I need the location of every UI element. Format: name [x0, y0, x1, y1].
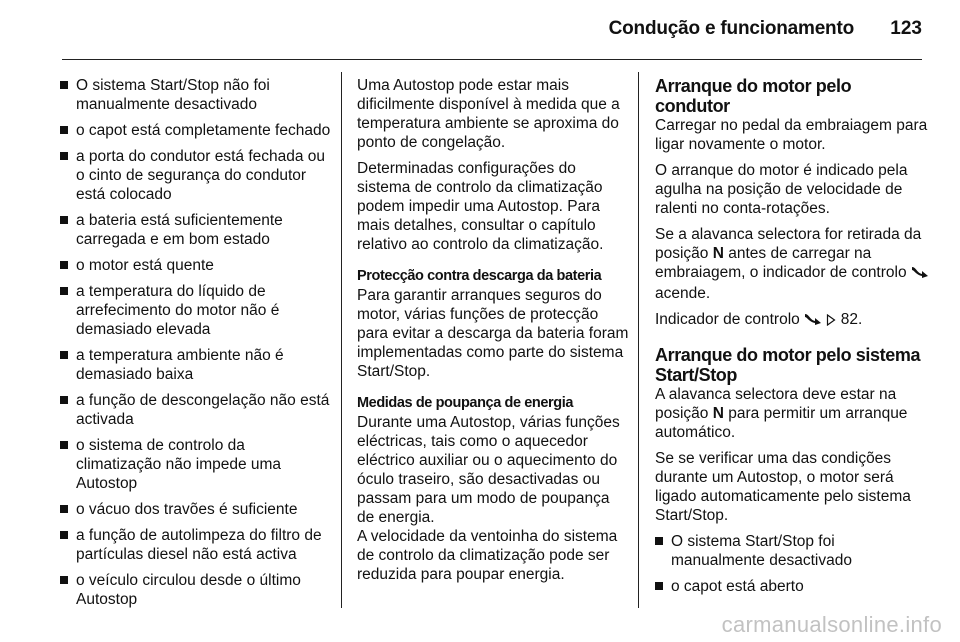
paragraph: Indicador de controlo 82. — [655, 310, 930, 331]
list-item: O sistema Start/Stop foi manualmente desactivado — [655, 532, 930, 570]
paragraph: Carregar no pedal da embraiagem para ligar novamente o motor. — [655, 117, 928, 153]
bullet-icon — [60, 505, 68, 513]
list-item: a bateria está suficientemente carregada e em bom estado — [60, 211, 332, 249]
list-item: a função de descongelação não está activada — [60, 391, 332, 429]
page-title: Condução e funcionamento — [608, 18, 854, 39]
list-item: o sistema de controlo da climatização não impede uma Autostop — [60, 436, 332, 493]
list-item: O sistema Start/Stop não foi manualmente desactivado — [60, 76, 332, 114]
section-heading-battery-protection: Protecção contra descarga da bateria — [357, 268, 602, 284]
bullet-icon — [60, 531, 68, 539]
list-item: o capot está completamente fechado — [60, 121, 332, 140]
paragraph: A velocidade da ventoinha do sistema de controlo da climatização pode ser reduzida para poupar energia. — [357, 528, 618, 583]
list-item: o capot está aberto — [655, 577, 930, 596]
bullet-icon — [655, 537, 663, 545]
column-1 — [60, 76, 332, 616]
watermark: carmanualsonline.info — [721, 612, 942, 637]
autostop-indicator-icon — [804, 312, 822, 331]
list-item: o vácuo dos travões é suficiente — [60, 500, 332, 519]
list-item: a temperatura do líquido de arrefecimento do motor não é demasiado elevada — [60, 282, 332, 339]
paragraph: O arranque do motor é indicado pela agulha na posição de velocidade de ralenti no conta-rotações. — [655, 162, 908, 217]
header-rule — [62, 59, 922, 60]
bullet-icon — [60, 396, 68, 404]
paragraph: A alavanca selectora deve estar na posição N para permitir um arranque automático. — [655, 386, 908, 441]
paragraph: Se se verificar uma das condições durante um Autostop, o motor será ligado automaticamente pelo sistema Start/Stop. — [655, 450, 911, 524]
list-item: a função de autolimpeza do filtro de partículas diesel não está activa — [60, 526, 332, 564]
paragraph: Para garantir arranques seguros do motor, várias funções de protecção para evitar a descarga da bateria foram implementadas como parte do sistema Start/Stop. — [357, 287, 629, 380]
paragraph: Determinadas configurações do sistema de controlo da climatização podem impedir uma Autostop. Para mais detalhes, consultar o capítulo relativo ao controlo da climatização. — [357, 160, 604, 253]
triangle-reference-icon — [826, 312, 836, 331]
column-3 — [655, 76, 930, 603]
bullet-icon — [60, 576, 68, 584]
list-item: o motor está quente — [60, 256, 332, 275]
autostop-indicator-icon — [911, 265, 929, 284]
section-heading-driver-start: Arranque do motor pelo condutor — [655, 76, 852, 116]
column-2 — [357, 76, 629, 591]
paragraph: Durante uma Autostop, várias funções eléctricas, tais como o aquecedor eléctrico auxiliar ou o aquecimento do óculo traseiro, são desactivadas ou passam para um modo de poupança de energia. — [357, 414, 620, 526]
bullet-icon — [60, 261, 68, 269]
conditions-list — [655, 532, 930, 596]
page-number: 123 — [890, 18, 922, 39]
bullet-icon — [60, 287, 68, 295]
column-divider — [638, 72, 639, 608]
conditions-list — [60, 76, 332, 609]
paragraph: Se a alavanca selectora for retirada da posição N antes de carregar na embraiagem, o indicador de controlo acende. — [655, 225, 930, 303]
list-item: a temperatura ambiente não é demasiado baixa — [60, 346, 332, 384]
bullet-icon — [60, 216, 68, 224]
bullet-icon — [60, 126, 68, 134]
paragraph: Uma Autostop pode estar mais dificilmente disponível à medida que a temperatura ambiente se aproxima do ponto de congelação. — [357, 77, 620, 151]
column-divider — [341, 72, 342, 608]
list-item: a porta do condutor está fechada ou o cinto de segurança do condutor está colocado — [60, 147, 332, 204]
bullet-icon — [60, 351, 68, 359]
bullet-icon — [655, 582, 663, 590]
bullet-icon — [60, 81, 68, 89]
list-item: o veículo circulou desde o último Autostop — [60, 571, 332, 609]
section-heading-system-start: Arranque do motor pelo sistema Start/Stop — [655, 345, 921, 385]
section-heading-energy-saving: Medidas de poupança de energia — [357, 395, 574, 411]
bullet-icon — [60, 152, 68, 160]
bullet-icon — [60, 441, 68, 449]
